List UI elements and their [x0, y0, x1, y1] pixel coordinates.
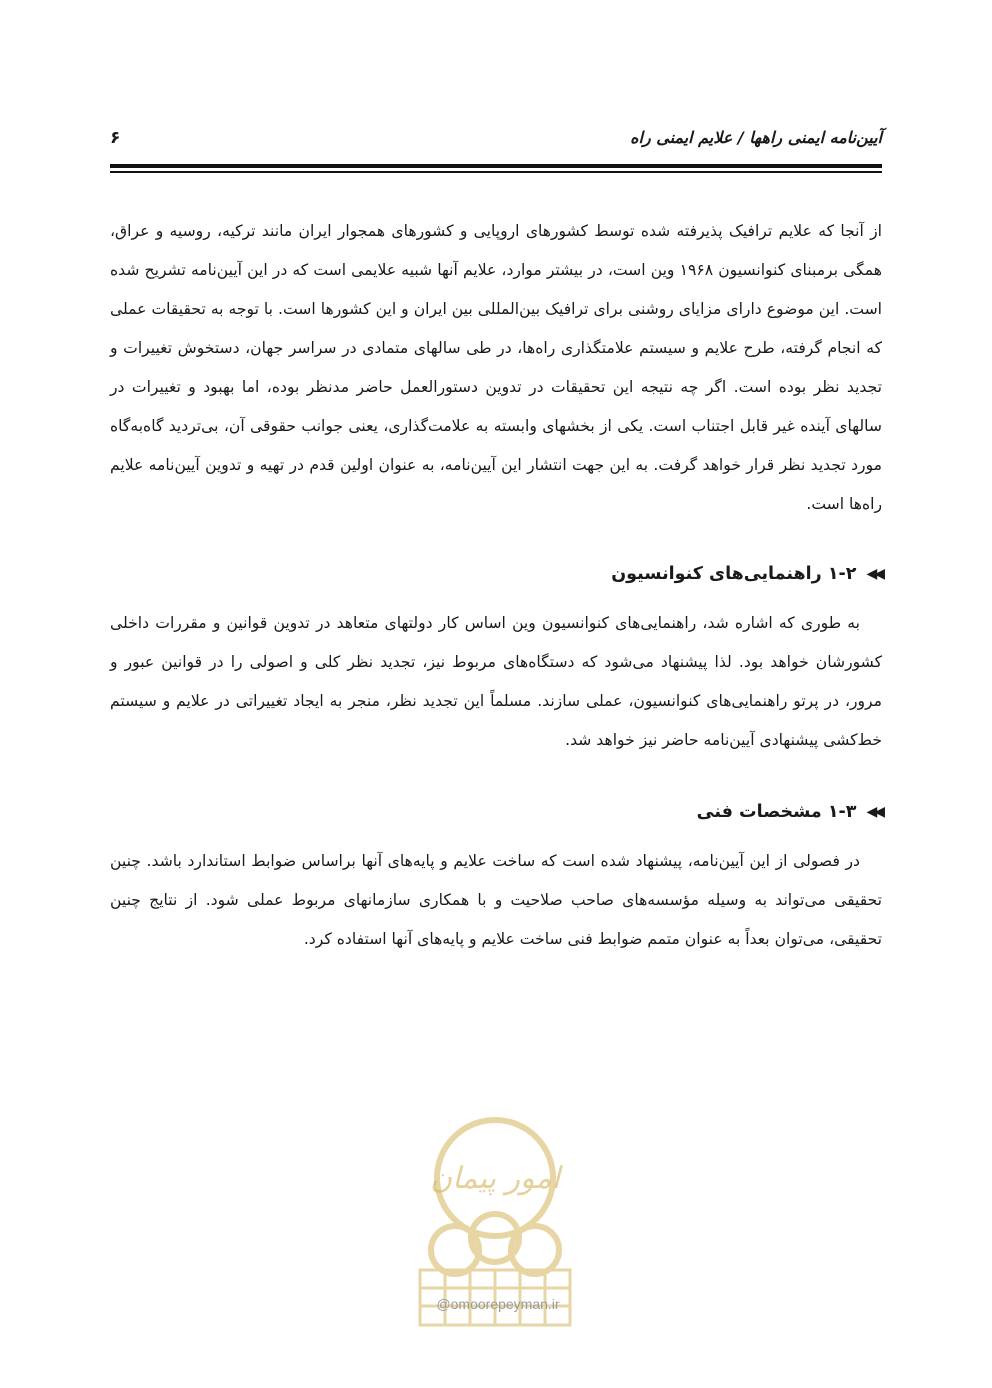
watermark-logo-text: امور پیمان: [430, 1161, 560, 1196]
section-body: در فصولی از این آیین‌نامه، پیشنهاد شده است که ساخت علایم و پایه‌های آنها براساس ضوابط استاندارد باشد. چنین تحقیقی می‌تواند به وسیله مؤسسه‌های صاحب صلاحیت و با همکاری سازمانهای مربوط عملی شود. از نتایج چنین تحقیقی، می‌توان بعداً به عنوان متمم ضوابط فنی ساخت علایم و پایه‌های آنها استفاده کرد.: [110, 852, 882, 948]
section-heading-specs: [110, 794, 882, 830]
page-header: [110, 128, 882, 154]
running-title: آیین‌نامه ایمنی راهها / علایم ایمنی راه: [630, 128, 882, 147]
watermark-logo: [400, 1100, 590, 1350]
header-rule-thick: [110, 164, 882, 168]
intro-paragraph: از آنجا که علایم ترافیک پذیرفته شده توسط کشورهای اروپایی و کشورهای همجوار ایران مانند ترکیه، روسیه و عراق، همگی برمبنای کنوانسیون ۱۹۶۸ وین است، در بیشتر موارد، علایم آنها شبیه علایمی است که در این آیین‌نامه تشریح شده است. این موضوع دارای مزایای روشنی برای ترافیک بین‌المللی بین ایران و این کشورها است. با توجه به تحقیقات عملی که انجام گرفته، طرح علایم و سیستم علامتگذاری راه‌ها، در طی سالهای متمادی در سراسر جهان، دستخوش تغییرات و تجدید نظر بوده است. اگر چه نتیجه این تحقیقات در تدوین دستورالعمل حاضر مدنظر بوده، اما بهبود و تغییرات در سالهای آینده غیر قابل اجتناب است. یکی از بخشهای وابسته به علامت‌گذاری، یعنی جوانب حقوقی آن، بی‌تردید گاه‌به‌گاه مورد تجدید نظر قرار خواهد گرفت. به این جهت انتشار این آیین‌نامه، به عنوان اولین قدم در تهیه و تدوین آیین‌نامه علایم راه‌ها است.: [110, 222, 882, 513]
page-number: ۶: [110, 128, 121, 148]
watermark-url: @omoorepeyman.ir: [436, 1296, 560, 1312]
page-content: [110, 212, 882, 959]
double-arrow-icon: ◀◀: [866, 804, 882, 820]
section-body: به طوری که اشاره شد، راهنمایی‌های کنوانسیون وین اساس کار دولتهای متعاهد در تدوین قوانین و مقررات داخلی کشورشان خواهد بود. لذا پیشنهاد می‌شود که دستگاه‌های مربوط نیز، تجدید نظر کلی و اصولی را در قوانین عبور و مرور، در پرتو راهنمایی‌های کنوانسیون، عملی سازند. مسلماً این تجدید نظر، منجر به ایجاد تغییراتی در علایم و سیستم خط‌کشی پیشنهادی آیین‌نامه حاضر نیز خواهد شد.: [110, 614, 882, 749]
double-arrow-icon: ◀◀: [866, 566, 882, 582]
section-heading-conventions: [110, 556, 882, 592]
section-title: ۱-۲ راهنمایی‌های کنوانسیون: [611, 564, 857, 584]
section-title: ۱-۳ مشخصات فنی: [696, 802, 857, 822]
header-rule-thin: [110, 171, 882, 173]
